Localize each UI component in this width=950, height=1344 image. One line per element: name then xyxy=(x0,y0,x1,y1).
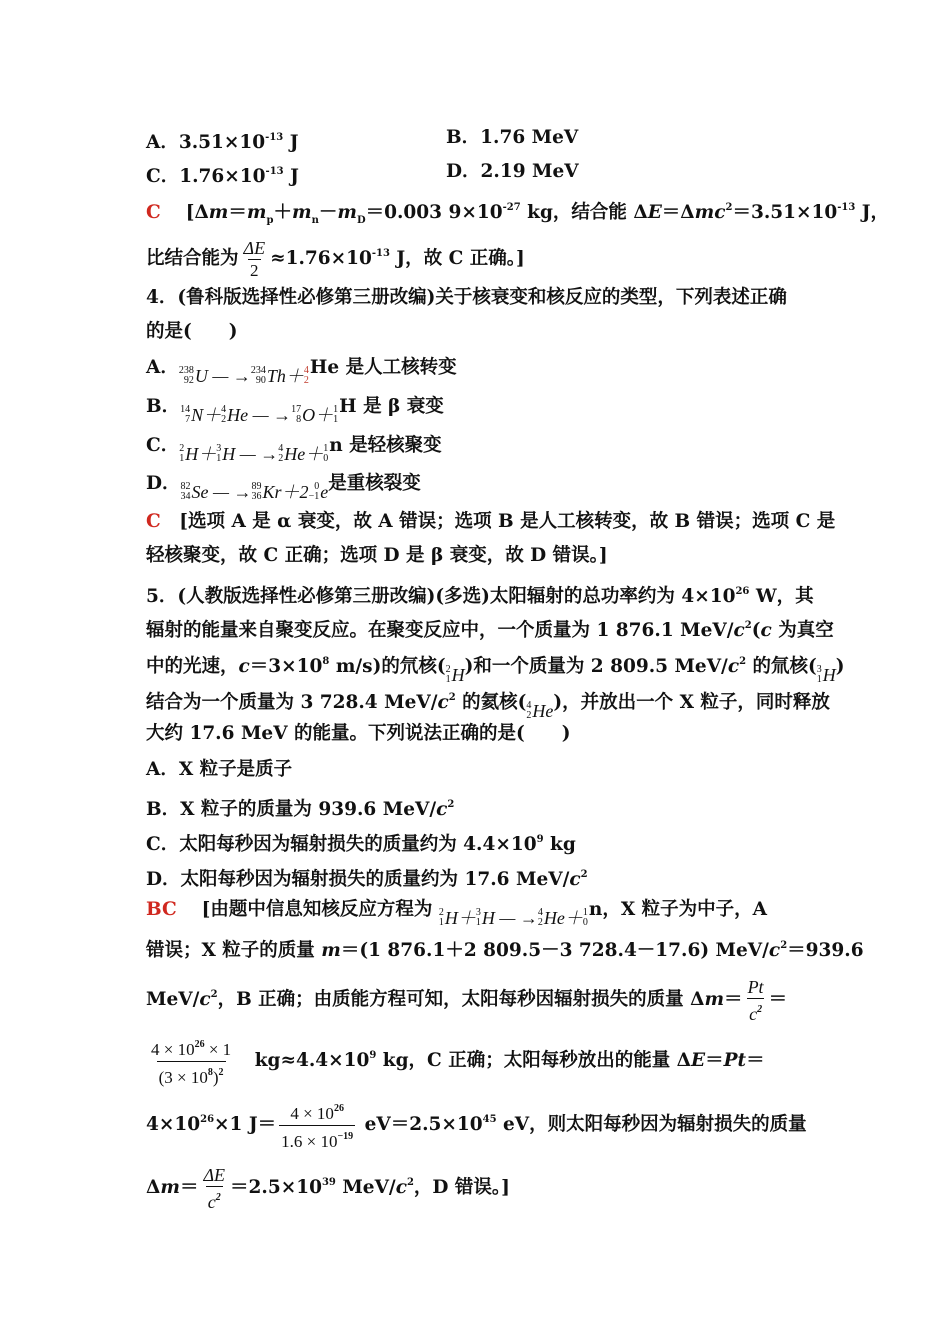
q3-option-b: B．1.76 MeV xyxy=(446,127,579,148)
q4-stem-line-1: 4．(鲁科版选择性必修第三册改编)关于核衰变和核反应的类型，下列表述正确 xyxy=(146,287,787,308)
q5-option-b: B．X 粒子的质量为 939.6 MeV/$c^2$ xyxy=(146,799,455,820)
q5-explanation-line-3: MeV/$c^2$，B 正确；由质能方程可知，太阳每秒因辐射损失的质量 Δm＝ $\frac{Pt}{c^2}$ ＝ xyxy=(146,976,788,1024)
q5-explanation-line-5: $4\times 10^{26}\times 1$ J＝ $\frac{4 \times 10^{26}}{1.6 \times 10^{-19}}$ $eV=2.5\times 10^{45}$ eV，则太阳每秒因为辐射损失的质量 xyxy=(146,1102,807,1151)
q5-stem-line-5: 大约 17.6 MeV 的能量。下列说法正确的是( ) xyxy=(146,723,571,744)
q4-explanation-line-1: C [选项 A 是 α 衰变，故 A 错误；选项 B 是人工核转变，故 B 错误；选项 C 是 xyxy=(146,511,836,532)
q4-option-b: B． 14 7 N＋ 4 2 He — → 17 8 O＋ 1 1 H 是 β 衰变 xyxy=(146,396,444,425)
q5-stem-line-2: 辐射的能量来自聚变反应。在聚变反应中，一个质量为 1 876.1 MeV/$c^2(c$ 为真空 xyxy=(146,620,834,641)
q5-explanation-line-4: $\frac{4 \times 10^{26} \times 1}{(3 \times 10^8)^2}$ $kg\approx 4.4\times 10^9$ kg，C 正确；太阳每秒放出的能量 ΔE＝Pt＝ xyxy=(151,1038,765,1087)
q5-option-d: D．太阳每秒因为辐射损失的质量约为 17.6 MeV/$c^2$ xyxy=(146,869,588,890)
q5-stem-line-4: 结合为一个质量为 3 728.4 MeV/$c^2$ 的氦核( 4 2 He)，并放出一个 X 粒子，同时释放 xyxy=(146,692,830,721)
q5-explanation-line-1: BC [由题中信息知核反应方程为 2 1 H＋ 3 1 H — → 4 2 He＋ 1 0 n，X 粒子为中子，A xyxy=(146,899,767,928)
q3-answer: C xyxy=(146,202,161,223)
q5-explanation-line-2: 错误；X 粒子的质量 m＝(1 876.1＋2 809.5－3 728.4－17.6) MeV/$c^2=939.6$ xyxy=(146,940,864,961)
q5-option-a: A．X 粒子是质子 xyxy=(146,759,293,780)
q5-stem-line-1: 5．(人教版选择性必修第三册改编)(多选)太阳辐射的总功率约为 $4\times 10^{26}$ W，其 xyxy=(146,586,814,607)
q3-explanation-line-1: C [$\Delta m=m_p+m_n-m_D=0.003$ $9\times 10^{-27}$ kg，结合能 $\Delta E=\Delta mc^2=3.51\times 10^{-13}$ J， xyxy=(146,202,890,226)
q4-answer: C xyxy=(146,511,161,532)
q4-option-c: C． 2 1 H＋ 3 1 H — → 4 2 He＋ 1 0 n 是轻核聚变 xyxy=(146,435,442,464)
q3-explanation-line-2: 比结合能为 $\frac{\Delta E}{2}$ $\approx 1.76\times 10^{-13}$ J，故 C 正确。] xyxy=(146,237,525,280)
q3-option-c: C．$1.76\times 10^{-13}$ J xyxy=(146,166,299,187)
q3-fraction: $\frac{\Delta E}{2}$ xyxy=(243,237,266,280)
q4-stem-line-2: 的是( ) xyxy=(146,321,238,342)
q5-explanation-line-6: Δm＝ $\frac{\Delta E}{c^2}$ $=2.5\times 10^{39}$ MeV/$c^2$，D 错误。] xyxy=(146,1164,510,1212)
q5-answer: BC xyxy=(146,899,177,920)
q5-option-c: C．太阳每秒因为辐射损失的质量约为 $4.4\times 10^9$ kg xyxy=(146,834,576,855)
q4-option-a: A． 238 92 U — → 234 90 Th＋ 4 2 He 是人工核转变 xyxy=(146,357,457,386)
q5-stem-line-3: 中的光速，$c=3\times 10^8$ m/s)的氘核( 2 1 H)和一个质量为 2 809.5 MeV/$c^2$ 的氚核( 3 1 H) xyxy=(146,656,845,685)
q3-option-d: D．2.19 MeV xyxy=(446,161,579,182)
q4-explanation-line-2: 轻核聚变，故 C 正确；选项 D 是 β 衰变，故 D 错误。] xyxy=(146,545,608,566)
q3-option-a: A．$3.51\times 10^{-13}$ J xyxy=(146,132,299,153)
q4-option-d: D． 82 34 Se — → 89 36 Kr＋2 0 −1 e是重核裂变 xyxy=(146,473,421,502)
